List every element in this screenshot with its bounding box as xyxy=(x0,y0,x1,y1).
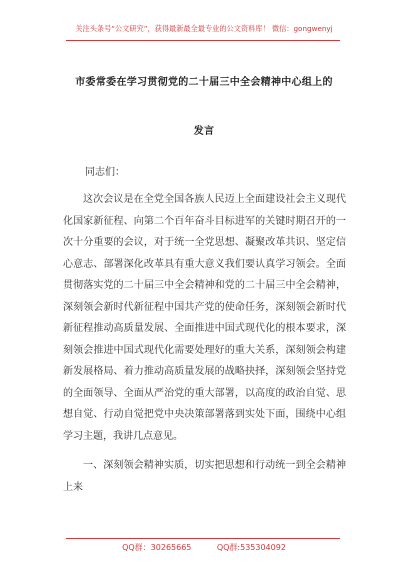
salutation: 同志们： xyxy=(85,167,125,178)
document-title-line-2: 发言 xyxy=(193,126,215,137)
header-divider xyxy=(66,40,340,41)
footer-divider xyxy=(66,538,340,539)
header-banner: 关注头条号“公文研究”，获得最新最全最专业的公文资料库！ 微信：gongwenyj xyxy=(75,24,333,33)
document-title-line-1: 市委常委在学习贯彻党的二十届三中全会精神中心组上的 xyxy=(75,77,333,88)
body-paragraph-1: 这次会议是在全党全国各族人民迈上全面建设社会主义现代化国家新征程、向第二个百年奋斗目标进军的关键时期召开的一次十分重要的会议，对于统一全党思想、凝聚改革共识、坚定信心意志、部署深化改革具有重大意义我们要认真学习领会。全面贯彻落实党的二十届三中全会精神和党的二十届三中全会精神，深刻领会新时代新征程中国共产党的使命任务，深刻领会新时代新征程推动高质量发展、全面推进中国式现代化的根本要求，深刻领会推进中国式现代化需要处理好的重大关系，深刻领会构建新发展格局、着力推动高质量发展的战略抉择，深刻领会坚持党的全面领导、全面从严治党的重大部署，以高度的政治自觉、思想自觉、行动自觉把党中央决策部署落到实处下面，围绕中心组学习主题，我讲几点意见。 xyxy=(63,194,346,442)
body-paragraph-2: 一、深刻领会精神实质，切实把思想和行动统一到全会精神上来 xyxy=(63,460,346,493)
footer-contact: QQ群：30265665 QQ群:535304092 xyxy=(122,543,286,552)
